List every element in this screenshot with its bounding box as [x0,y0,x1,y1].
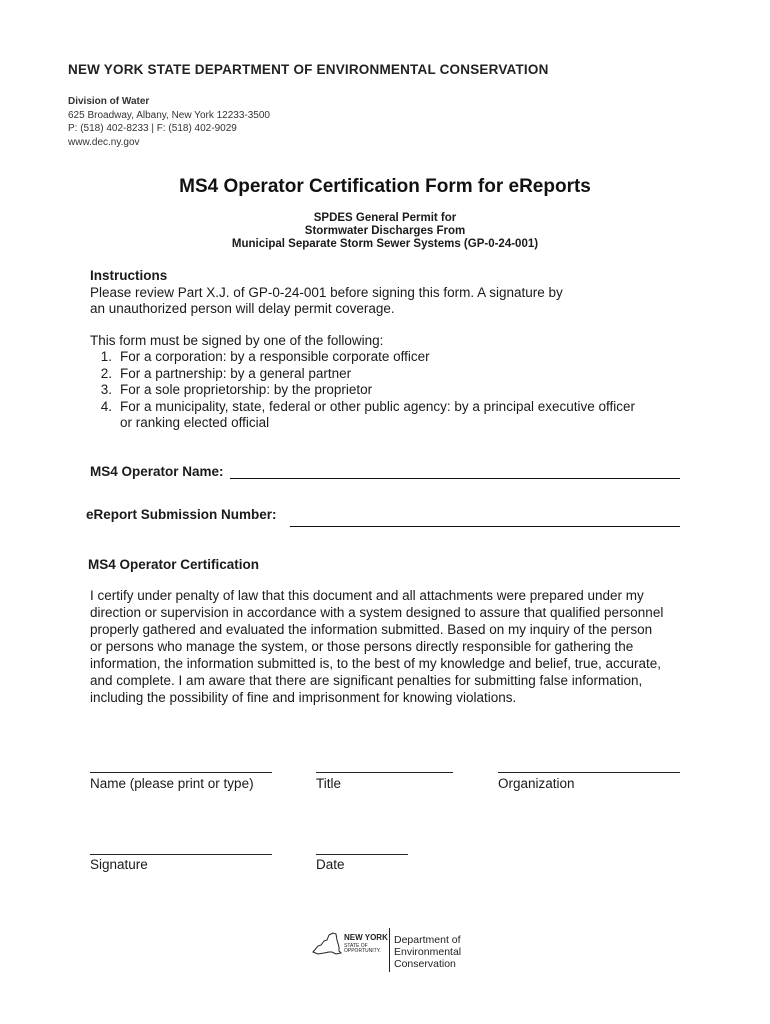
list-item: 4. For a municipality, state, federal or other public agency: by a principal executive officer [100,398,636,414]
signature-label: Signature [90,857,148,872]
list-item: 3. For a sole proprietorship: by the proprietor [100,382,373,397]
division-name: Division of Water [68,96,150,107]
list-item: 2. For a partnership: by a general partner [100,365,352,381]
instructions-heading: Instructions [90,268,168,283]
certification-heading: MS4 Operator Certification [88,557,260,572]
submission-number-field[interactable] [290,526,680,527]
date-field[interactable] [316,854,408,855]
signers-list [90,349,690,432]
agency-phone-fax: P: (518) 402-8233 | F: (518) 402-9029 [68,123,237,134]
subtitle-line-3: Municipal Separate Storm Sewer Systems (GP-0-24-001) [231,238,539,250]
nys-wordmark: NEW YORK [344,933,388,942]
organization-label: Organization [498,776,575,791]
submission-number-label: eReport Submission Number: [86,507,277,522]
footer-logo [312,926,482,974]
agency-address: 625 Broadway, Albany, New York 12233-3500 [68,110,270,121]
date-label: Date [316,857,345,872]
instructions-line-1: Please review Part X.J. of GP-0-24-001 before signing this form. A signature by [90,285,563,300]
dec-wordmark-2: Environmental [394,946,462,958]
title-field[interactable] [316,772,453,773]
dec-wordmark-1: Department of [394,934,461,946]
signature-field[interactable] [90,854,272,855]
title-label: Title [316,776,342,791]
subtitle-line-1: SPDES General Permit for [313,212,457,224]
form-title: MS4 Operator Certification Form for eReports [179,176,591,197]
agency-website: www.dec.ny.gov [68,137,140,148]
list-item: 1. For a corporation: by a responsible corporate officer [100,349,430,364]
name-label: Name (please print or type) [90,776,254,791]
organization-field[interactable] [498,772,680,773]
nys-tagline-1: STATE OF [344,943,368,949]
subtitle-line-2: Stormwater Discharges From [304,225,466,237]
logo-divider [389,928,390,972]
certification-text: I certify under penalty of law that this document and all attachments were prepared under my direction or supervision in accordance with a system designed to assure that qualified personnel properly gathered and evaluated the information submitted. Based on my inquiry of the person or persons who manage the system, or those persons directly responsible for gathering the information, the information submitted is, to the best of my knowledge and belief, true, accurate, and complete. I am aware that there are significant penalties for submitting false information, including the possibility of fine and imprisonment for knowing violations. [90,588,664,705]
operator-name-label: MS4 Operator Name: [90,464,224,479]
ny-state-map-icon [312,932,342,956]
operator-name-field[interactable] [230,478,680,479]
nys-tagline-2: OPPORTUNITY. [344,948,381,954]
agency-name: NEW YORK STATE DEPARTMENT OF ENVIRONMENTAL CONSERVATION [68,62,549,77]
list-item: or ranking elected official [120,415,270,430]
signers-intro: This form must be signed by one of the following: [90,333,384,348]
name-field[interactable] [90,772,272,773]
dec-wordmark-3: Conservation [394,958,456,970]
instructions-line-2: an unauthorized person will delay permit coverage. [90,301,395,316]
